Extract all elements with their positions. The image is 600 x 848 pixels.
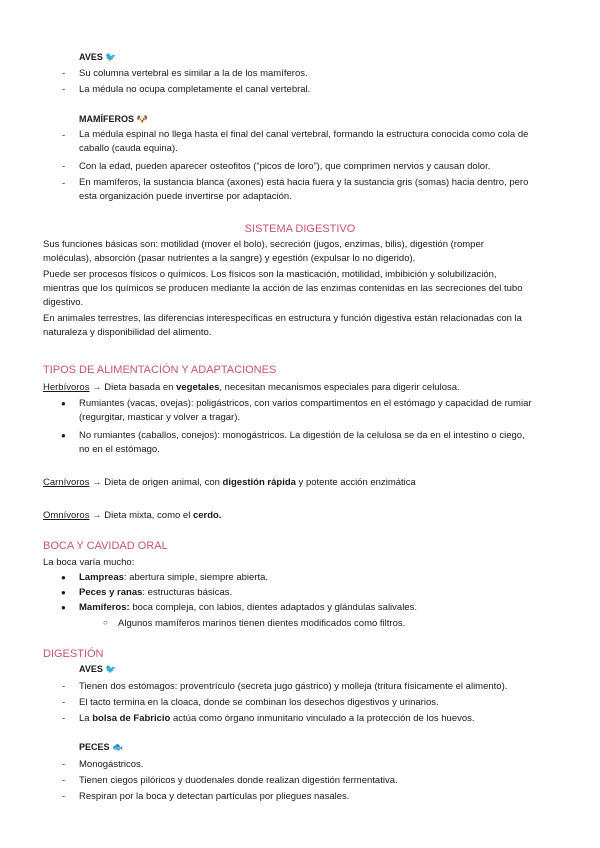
dash-marker: - — [62, 791, 66, 802]
circle-marker: ○ — [103, 618, 108, 627]
section-title-digestion: DIGESTIÓN — [43, 648, 104, 660]
text-run: , necesitan mecanismos especiales para digerir celulosa. — [219, 382, 460, 393]
list-item — [79, 429, 525, 457]
paragraph-line: Sus funciones básicas son: motilidad (mover el bolo), secreción (jugos, enzimas, bilis), digestión (romper — [43, 239, 484, 250]
text-run: → Dieta de origen animal, con — [89, 477, 223, 488]
list-item-line: No rumiantes (caballos, conejos): monogástricos. La digestión de la celulosa se da en el intestino o ciego, — [79, 430, 525, 441]
sub-list-item: Algunos mamíferos marinos tienen dientes modificados como filtros. — [118, 618, 406, 629]
dash-marker: - — [62, 178, 66, 189]
bold-run: cerdo. — [192, 510, 222, 521]
aves-title: AVES — [79, 664, 103, 674]
peces-title: PECES — [79, 742, 110, 752]
bold-run: Peces y ranas — [79, 587, 143, 598]
dash-marker: - — [62, 161, 66, 172]
list-item-line: (regurgitar, masticar y volver a tragar). — [79, 412, 241, 423]
bullet-marker: ● — [61, 431, 66, 440]
digestivo-paragraph — [43, 238, 523, 340]
peces-subheading — [79, 742, 123, 753]
paragraph-line: moléculas), absorción (pasar nutrientes a la sangre) y egestión (expulsar lo no digerido). — [43, 253, 416, 264]
bold-run: bolsa de Fabricio — [92, 713, 171, 724]
list-item: Su columna vertebral es similar a la de los mamíferos. — [79, 68, 308, 79]
list-item: Tienen dos estómagos: proventrículo (secreta jugo gástrico) y molleja (tritura físicamente el alimento). — [79, 681, 508, 692]
boca-intro: La boca varía mucho: — [43, 557, 135, 568]
dash-marker: - — [62, 713, 66, 724]
bold-run: vegetales — [176, 382, 220, 393]
aves-title: AVES — [79, 52, 103, 62]
omnivoros-line — [43, 510, 221, 521]
mamiferos-title: MAMÍFEROS — [79, 114, 134, 124]
paragraph-line: En animales terrestres, las diferencias interespecíficas en estructura y función digestiva están relacionadas con la — [43, 313, 522, 324]
bold-run: Lampreas — [79, 572, 124, 583]
bold-run: digestión rápida — [222, 477, 296, 488]
mamiferos-subheading — [79, 114, 148, 125]
dog-icon: 🐶 — [136, 114, 148, 124]
bullet-marker: ● — [61, 588, 66, 597]
bird-icon: 🐦 — [105, 52, 117, 62]
list-item — [79, 128, 528, 156]
paragraph-line: Puede ser procesos físicos o químicos. Los físicos son la masticación, motilidad, imbibición y solubilización, — [43, 269, 497, 280]
carnivoros-line — [43, 477, 416, 488]
text-run: : estructuras básicas. — [142, 587, 233, 598]
text-run: actúa como órgano inmunitario vinculado a la protección de los huevos. — [170, 713, 475, 724]
text-run: boca compleja, con labios, dientes adaptados y glándulas salivales. — [129, 602, 417, 613]
bullet-marker: ● — [61, 399, 66, 408]
list-item — [79, 176, 528, 204]
list-item: Tienen ciegos pilóricos y duodenales donde realizan digestión fermentativa. — [79, 775, 398, 786]
list-item-line: no en el estómago. — [79, 444, 160, 455]
list-item: El tacto termina en la cloaca, donde se combinan los desechos digestivos y urinarios. — [79, 697, 439, 708]
list-item-line: La médula espinal no llega hasta el final del canal vertebral, formando la estructura conocida como cola de — [79, 129, 529, 140]
list-item: Monogástricos. — [79, 759, 144, 770]
list-item: Con la edad, pueden aparecer osteofitos (“picos de loro”), que comprimen nervios y causan dolor. — [79, 161, 491, 172]
section-title-boca: BOCA Y CAVIDAD ORAL — [43, 540, 168, 552]
paragraph-line: naturaleza y disponibilidad del alimento. — [43, 327, 212, 338]
aves-digestion-subheading — [79, 664, 117, 675]
list-item: La médula no ocupa completamente el canal vertebral. — [79, 84, 311, 95]
list-item — [79, 713, 475, 724]
dash-marker: - — [62, 775, 66, 786]
dash-marker: - — [62, 130, 66, 141]
dash-marker: - — [62, 697, 66, 708]
text-run: La — [79, 713, 93, 724]
section-title-sistema-digestivo: SISTEMA DIGESTIVO — [244, 223, 356, 235]
fish-icon: 🐟 — [112, 742, 124, 752]
herbivoros-line — [43, 382, 460, 393]
dash-marker: - — [62, 68, 66, 79]
list-item-line: esta organización puede invertirse por adaptación. — [79, 191, 292, 202]
text-run: → Dieta basada en — [89, 382, 177, 393]
bird-icon: 🐦 — [105, 664, 117, 674]
text-run: y potente acción enzimática — [295, 477, 416, 488]
section-title-tipos: TIPOS DE ALIMENTACIÓN Y ADAPTACIONES — [43, 364, 277, 376]
list-item — [79, 572, 268, 583]
list-item-line: caballo (cauda equina). — [79, 143, 178, 154]
aves-subheading — [79, 52, 117, 63]
dash-marker: - — [62, 759, 66, 770]
carnivoros-term: Carnívoros — [43, 477, 90, 488]
list-item: Respiran por la boca y detectan partículas por pliegues nasales. — [79, 791, 350, 802]
list-item-line: Rumiantes (vacas, ovejas): poligástricos, con varios compartimentos en el estómago y capacidad de rumiar — [79, 398, 532, 409]
text-run: → Dieta mixta, como el — [89, 510, 193, 521]
list-item-line: En mamíferos, la sustancia blanca (axones) está hacia fuera y la sustancia gris (somas) hacia dentro, pero — [79, 177, 529, 188]
bold-run: Mamíferos: — [79, 602, 130, 613]
omnivoros-term: Omnívoros — [43, 510, 90, 521]
dash-marker: - — [62, 84, 66, 95]
paragraph-line: mientras que los químicos se producen mediante la acción de las enzimas contenidas en las secreciones del tubo — [43, 283, 523, 294]
bullet-marker: ● — [61, 573, 66, 582]
list-item — [79, 602, 417, 613]
dash-marker: - — [62, 681, 66, 692]
bullet-marker: ● — [61, 603, 66, 612]
text-run: : abertura simple, siempre abierta. — [123, 572, 269, 583]
paragraph-line: digestivo. — [43, 297, 84, 308]
list-item — [79, 397, 532, 425]
herbivoros-term: Herbívoros — [43, 382, 90, 393]
list-item — [79, 587, 232, 598]
